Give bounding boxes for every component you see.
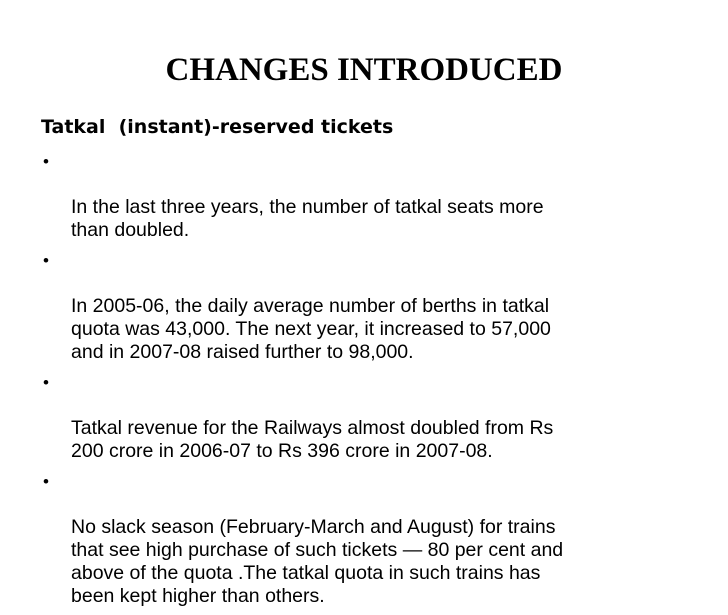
bullet-text: No slack season (February-March and August) for trains that see high purchase of such tickets — 80 per cent and above of the quota .The tatkal quota in such trains has been kept higher than others. [71,516,564,607]
bullet-item [41,150,701,242]
bullet-icon: • [43,152,49,171]
bullet-item [41,470,701,608]
section-subheading: Tatkal (instant)-reserved tickets [41,116,400,138]
bullet-icon: • [43,373,49,392]
bullet-item [41,249,701,364]
bullet-text: In the last three years, the number of tatkal seats more than doubled. [71,196,544,241]
bullet-list [41,150,701,615]
bullet-item [41,371,701,463]
bullet-icon: • [43,472,49,491]
bullet-text: In 2005-06, the daily average number of berths in tatkal quota was 43,000. The next year, it increased to 57,000 and in 2007-08 raised further to 98,000. [71,295,551,363]
bullet-icon: • [43,251,49,270]
slide-title: CHANGES INTRODUCED [165,52,563,88]
bullet-text: Tatkal revenue for the Railways almost doubled from Rs 200 crore in 2006-07 to Rs 396 crore in 2007-08. [71,417,554,462]
